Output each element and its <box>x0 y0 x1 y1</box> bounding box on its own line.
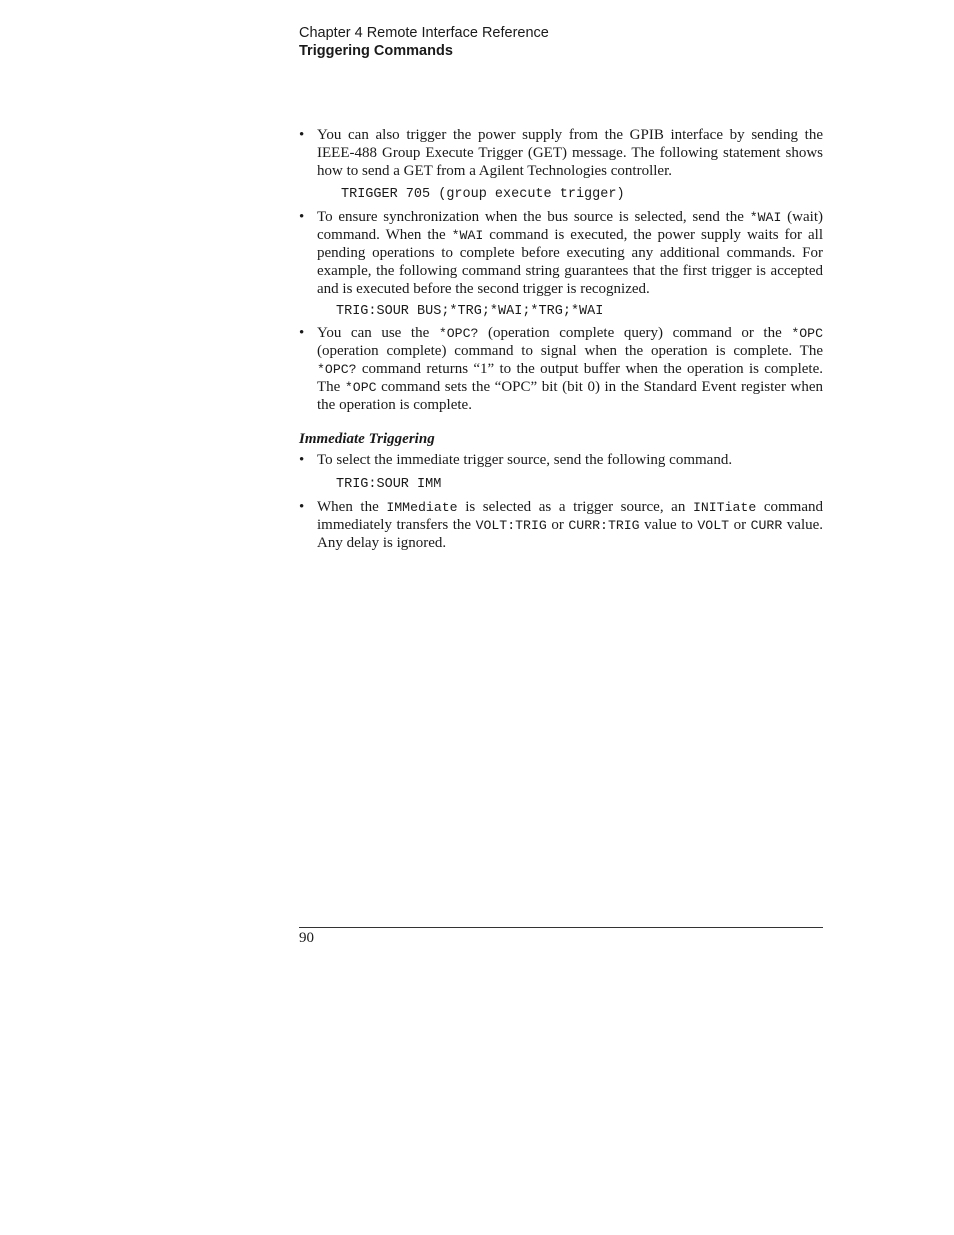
chapter-title: Chapter 4 Remote Interface Reference <box>299 25 549 41</box>
bullet-text: or <box>546 516 569 533</box>
inline-code-wai: *WAI <box>451 228 484 244</box>
footer-divider <box>299 927 823 928</box>
bullet-dot: • <box>299 498 305 515</box>
bullet-text: value. Any delay is ignored. <box>317 516 824 551</box>
code-trig-sour-imm: TRIG:SOUR IMM <box>336 476 442 492</box>
bullet-immediate-source <box>299 452 823 470</box>
subheading-immediate-triggering: Immediate Triggering <box>299 431 435 448</box>
bullet-text: To ensure synchronization when the bus source is selected, send the <box>317 209 750 226</box>
bullet-text: (operation complete query) command or the <box>478 325 792 342</box>
bullet-text: command is executed, the power supply waits for all pending operations to complete before executing any additional commands. For example, the following command string guarantees that the first trigger is accepted and is executed before the second trigger is recognized. <box>317 227 823 297</box>
bullet-text: When the <box>317 498 387 515</box>
inline-code-immediate: IMMediate <box>386 499 458 515</box>
bullet-text: command returns “1” to the output buffer when the operation is complete. The <box>317 360 823 395</box>
bullet-dot: • <box>299 127 305 143</box>
inline-code-opc-query: *OPC? <box>438 326 479 342</box>
bullet-text: value to <box>639 516 698 533</box>
inline-code-initiate: INITiate <box>692 499 757 515</box>
inline-code-volt-trig: VOLT:TRIG <box>475 517 547 533</box>
bullet-wai-sync <box>299 209 823 298</box>
inline-code-opc-query: *OPC? <box>317 361 357 377</box>
bullet-text: To select the immediate trigger source, send the following command. <box>317 452 733 469</box>
bullet-text: You can also trigger the power supply from the GPIB interface by sending the IEEE-488 Group Execute Trigger (GET) message. The following statement shows how to send a GET from a Agilent Technologies controller. <box>317 127 823 179</box>
inline-code-opc: *OPC <box>791 326 823 342</box>
bullet-dot: • <box>299 452 305 469</box>
bullet-text: (operation complete) command to signal when the operation is complete. The <box>317 343 823 360</box>
inline-code-opc: *OPC <box>344 379 377 395</box>
bullet-dot: • <box>299 209 305 226</box>
bullet-text: is selected as a trigger source, an <box>457 498 693 515</box>
bullet-opc <box>299 325 823 414</box>
section-title: Triggering Commands <box>299 43 453 59</box>
code-trigger-get: TRIGGER 705 (group execute trigger) <box>341 187 625 203</box>
bullet-text: command immediately transfers the <box>317 498 824 533</box>
inline-code-curr: CURR <box>750 517 783 533</box>
bullet-text: You can use the <box>317 325 439 342</box>
bullet-text: or <box>729 516 751 533</box>
inline-code-curr-trig: CURR:TRIG <box>568 517 640 533</box>
inline-code-volt: VOLT <box>697 517 730 533</box>
bullet-immediate-behavior <box>299 499 823 552</box>
page-content <box>299 127 823 552</box>
page-number: 90 <box>299 930 314 946</box>
bullet-text: command sets the “OPC” bit (bit 0) in the Standard Event register when the operation is complete. <box>317 378 823 413</box>
bullet-dot: • <box>299 325 305 342</box>
bullet-text: (wait) command. When the <box>317 209 823 244</box>
inline-code-wai: *WAI <box>749 210 782 226</box>
page-header <box>299 24 549 60</box>
bullet-get-trigger <box>299 127 823 180</box>
code-trig-sour-bus: TRIG:SOUR BUS;*TRG;*WAI;*TRG;*WAI <box>336 304 604 320</box>
